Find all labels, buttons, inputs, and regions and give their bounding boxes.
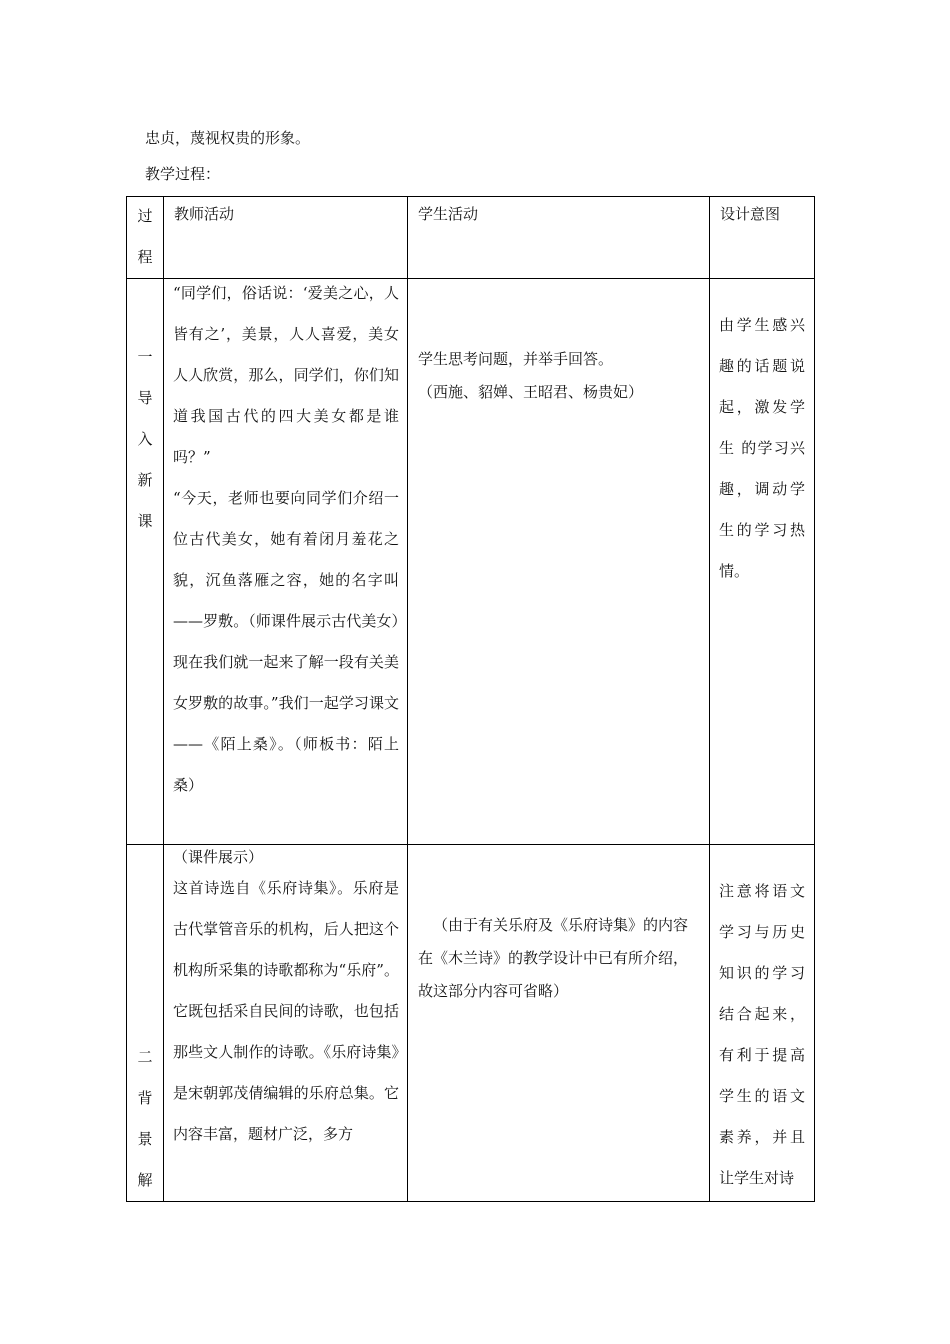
student-paragraph: （由于有关乐府及《乐府诗集》的内容在《木兰诗》的教学设计中已有所介绍，故这部分内容可省略） bbox=[418, 916, 689, 1000]
intro-paragraph: 忠贞，蔑视权贵的形象。 bbox=[145, 129, 311, 147]
teacher-paragraph: 这首诗选自《乐府诗集》。乐府是古代掌管音乐的机构，后人把这个机构所采集的诗歌都称为“乐府”。它既包括采自民间的诗歌，也包括那些文人制作的诗歌。《乐府诗集》是宋朝郭茂倩编辑的乐府总集。它内容丰富，题材广泛，多方 bbox=[173, 879, 399, 1143]
student-paragraph: （西施、貂婵、王昭君、杨贵妃） bbox=[418, 383, 644, 401]
header-teacher-label: 教师活动 bbox=[174, 205, 235, 223]
design-intent-text: 注意将语文学习与历史知识的学习结合起来，有利于提高学生的语文素养，并且让学生对诗 bbox=[719, 882, 805, 1187]
teacher-paragraph: “同学们，俗话说：‘爱美之心，人皆有之’，美景，人人喜爱，美女人人欣赏，那么，同学们，你们知道我国古代的四大美女都是谁吗？” bbox=[173, 284, 399, 466]
table-row bbox=[127, 845, 815, 1202]
row-step-label: 一导入新课 bbox=[137, 348, 153, 530]
header-cell-step bbox=[127, 197, 164, 279]
row-design-cell bbox=[710, 279, 815, 845]
header-cell-design bbox=[710, 197, 815, 279]
row-step-cell bbox=[127, 845, 164, 1202]
row-step-cell bbox=[127, 279, 164, 845]
design-intent-text: 由学生感兴趣的话题说起，激发学生 的学习兴趣，调动学生的学习热情。 bbox=[719, 316, 805, 580]
row-student-cell bbox=[408, 279, 710, 845]
header-step-label: 过程 bbox=[137, 207, 153, 266]
section-label-teaching-process: 教学过程： bbox=[145, 165, 221, 183]
header-student-label: 学生活动 bbox=[418, 205, 479, 223]
teaching-process-table bbox=[126, 196, 815, 1202]
row-teacher-cell bbox=[164, 845, 408, 1202]
table-row bbox=[127, 279, 815, 845]
row-step-label: 二背景解 bbox=[137, 1048, 153, 1189]
header-cell-student bbox=[408, 197, 710, 279]
header-design-label: 设计意图 bbox=[720, 205, 781, 223]
table-header-row bbox=[127, 197, 815, 279]
row-design-cell bbox=[710, 845, 815, 1202]
teacher-paragraph: （课件展示） bbox=[173, 848, 264, 866]
student-paragraph: 学生思考问题，并举手回答。 bbox=[418, 350, 614, 368]
teacher-paragraph: “今天，老师也要向同学们介绍一位古代美女，她有着闭月羞花之貌，沉鱼落雁之容，她的名字叫——罗敷。（师课件展示古代美女）现在我们就一起来了解一段有关美女罗敷的故事。”我们一起学习课文——《陌上桑》。（师板书：陌上桑） bbox=[173, 489, 399, 794]
row-student-cell bbox=[408, 845, 710, 1202]
row-teacher-cell bbox=[164, 279, 408, 845]
header-cell-teacher bbox=[164, 197, 408, 279]
